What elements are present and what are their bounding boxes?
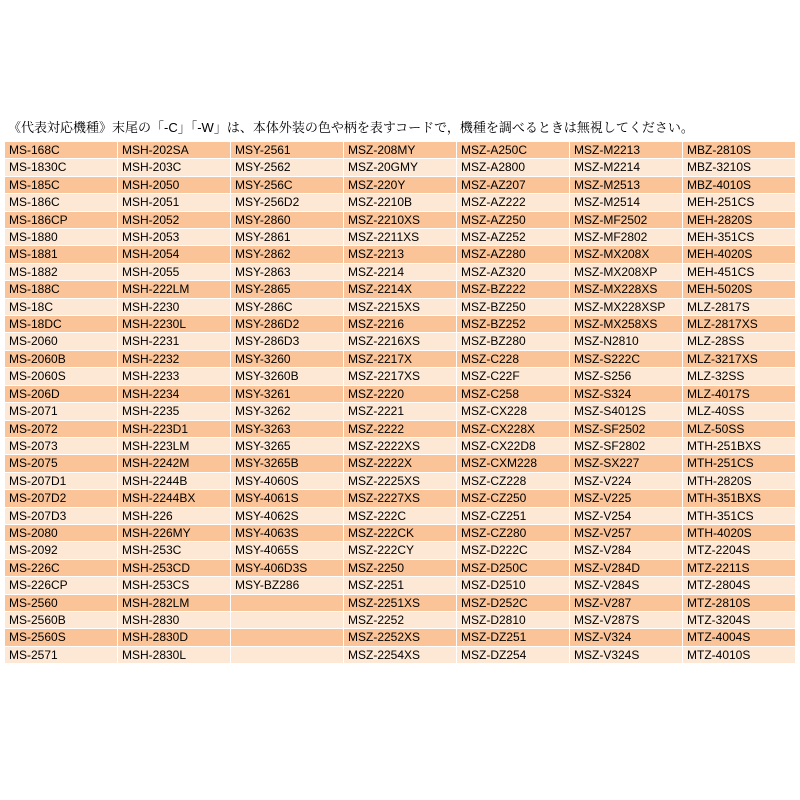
table-row bbox=[5, 455, 795, 471]
model-cell: MS-2075 bbox=[5, 455, 117, 471]
model-cell: MSZ-MX208XP bbox=[570, 264, 682, 280]
model-cell: MS-2092 bbox=[5, 542, 117, 558]
model-cell: MSZ-V287S bbox=[570, 612, 682, 628]
model-cell: MS-18C bbox=[5, 299, 117, 315]
model-cell: MSZ-V224 bbox=[570, 473, 682, 489]
model-cell: MSH-282LM bbox=[118, 595, 230, 611]
model-cell: MSZ-CZ228 bbox=[457, 473, 569, 489]
model-cell: MSZ-2254XS bbox=[344, 647, 456, 663]
model-cell: MSY-3265 bbox=[231, 438, 343, 454]
model-cell: MSH-203C bbox=[118, 159, 230, 175]
model-table bbox=[4, 141, 796, 664]
model-cell: MSH-226MY bbox=[118, 525, 230, 541]
model-cell: MS-1830C bbox=[5, 159, 117, 175]
model-cell: MS-186CP bbox=[5, 212, 117, 228]
model-cell: MSZ-MX228XS bbox=[570, 281, 682, 297]
model-cell: MSZ-2217X bbox=[344, 351, 456, 367]
model-cell: MSZ-MX208X bbox=[570, 246, 682, 262]
model-cell: MSZ-CX22D8 bbox=[457, 438, 569, 454]
model-cell: MSZ-D222C bbox=[457, 542, 569, 558]
model-cell: MS-206D bbox=[5, 386, 117, 402]
model-cell: MSZ-AZ207 bbox=[457, 177, 569, 193]
model-cell: MSZ-V257 bbox=[570, 525, 682, 541]
model-cell: MS-1881 bbox=[5, 246, 117, 262]
model-cell: MSZ-V284S bbox=[570, 577, 682, 593]
table-row bbox=[5, 629, 795, 645]
model-cell: MSZ-MX228XSP bbox=[570, 299, 682, 315]
model-cell: MS-2073 bbox=[5, 438, 117, 454]
model-cell: MSZ-M2214 bbox=[570, 159, 682, 175]
model-cell: MSZ-V324 bbox=[570, 629, 682, 645]
model-cell: MS-207D2 bbox=[5, 490, 117, 506]
model-cell: MSY-4063S bbox=[231, 525, 343, 541]
table-row bbox=[5, 333, 795, 349]
model-cell: MSY-BZ286 bbox=[231, 577, 343, 593]
table-row bbox=[5, 403, 795, 419]
table-row bbox=[5, 212, 795, 228]
model-cell: MSZ-2211XS bbox=[344, 229, 456, 245]
model-cell: MTZ-2211S bbox=[683, 560, 795, 576]
model-cell: MSH-2230L bbox=[118, 316, 230, 332]
model-cell: MLZ-32SS bbox=[683, 368, 795, 384]
model-cell: MSH-2050 bbox=[118, 177, 230, 193]
model-cell: MS-185C bbox=[5, 177, 117, 193]
model-cell: MSZ-V287 bbox=[570, 595, 682, 611]
model-cell: MLZ-50SS bbox=[683, 421, 795, 437]
model-cell: MSY-4062S bbox=[231, 508, 343, 524]
model-cell: MS-188C bbox=[5, 281, 117, 297]
table-row bbox=[5, 194, 795, 210]
model-cell: MSZ-CZ251 bbox=[457, 508, 569, 524]
table-row bbox=[5, 281, 795, 297]
model-cell: MSZ-20GMY bbox=[344, 159, 456, 175]
model-cell: MSZ-AZ250 bbox=[457, 212, 569, 228]
model-cell: MLZ-2817S bbox=[683, 299, 795, 315]
model-cell: MTZ-4004S bbox=[683, 629, 795, 645]
model-cell: MS-2560S bbox=[5, 629, 117, 645]
table-row bbox=[5, 473, 795, 489]
model-cell: MSZ-208MY bbox=[344, 142, 456, 158]
model-cell: MSH-2242M bbox=[118, 455, 230, 471]
model-cell: MSY-286D2 bbox=[231, 316, 343, 332]
model-cell: MSH-2830L bbox=[118, 647, 230, 663]
model-cell: MTH-4020S bbox=[683, 525, 795, 541]
model-cell: MSZ-SX227 bbox=[570, 455, 682, 471]
model-cell: MSY-4065S bbox=[231, 542, 343, 558]
model-cell: MSZ-2225XS bbox=[344, 473, 456, 489]
model-cell: MSZ-V225 bbox=[570, 490, 682, 506]
model-cell: MSH-253CD bbox=[118, 560, 230, 576]
model-cell: MSH-2230 bbox=[118, 299, 230, 315]
model-cell: MSZ-CZ280 bbox=[457, 525, 569, 541]
model-cell: MSY-3265B bbox=[231, 455, 343, 471]
model-cell: MSZ-220Y bbox=[344, 177, 456, 193]
model-cell: MSZ-2220 bbox=[344, 386, 456, 402]
model-cell: MSZ-N2810 bbox=[570, 333, 682, 349]
model-cell: MSZ-A250C bbox=[457, 142, 569, 158]
model-cell: MSY-2861 bbox=[231, 229, 343, 245]
table-row bbox=[5, 316, 795, 332]
model-cell: MSZ-D2510 bbox=[457, 577, 569, 593]
table-row bbox=[5, 525, 795, 541]
table-row bbox=[5, 177, 795, 193]
model-cell: MTH-351CS bbox=[683, 508, 795, 524]
model-cell: MS-226CP bbox=[5, 577, 117, 593]
model-cell: MSZ-M2213 bbox=[570, 142, 682, 158]
model-cell: MSZ-S222C bbox=[570, 351, 682, 367]
model-cell: MBZ-4010S bbox=[683, 177, 795, 193]
model-cell: MSH-2234 bbox=[118, 386, 230, 402]
model-cell: MSZ-2210XS bbox=[344, 212, 456, 228]
model-cell: MSH-222LM bbox=[118, 281, 230, 297]
model-cell: MSZ-D252C bbox=[457, 595, 569, 611]
model-cell: MTH-2820S bbox=[683, 473, 795, 489]
model-cell: MSZ-V284D bbox=[570, 560, 682, 576]
model-cell: MEH-251CS bbox=[683, 194, 795, 210]
model-cell: MTZ-4010S bbox=[683, 647, 795, 663]
model-cell: MSZ-2252 bbox=[344, 612, 456, 628]
table-row bbox=[5, 612, 795, 628]
model-cell: MSZ-2227XS bbox=[344, 490, 456, 506]
model-cell: MSY-2862 bbox=[231, 246, 343, 262]
model-cell: MSZ-AZ280 bbox=[457, 246, 569, 262]
model-cell: MSZ-2216 bbox=[344, 316, 456, 332]
model-cell: MSH-2051 bbox=[118, 194, 230, 210]
model-cell: MSZ-V284 bbox=[570, 542, 682, 558]
model-cell: MSZ-2250 bbox=[344, 560, 456, 576]
model-cell: MSZ-V254 bbox=[570, 508, 682, 524]
model-cell: MSY-4060S bbox=[231, 473, 343, 489]
model-cell: MSY-2860 bbox=[231, 212, 343, 228]
model-cell: MSY-2863 bbox=[231, 264, 343, 280]
model-cell: MSY-3260 bbox=[231, 351, 343, 367]
model-cell: MSZ-AZ222 bbox=[457, 194, 569, 210]
model-cell: MSZ-2221 bbox=[344, 403, 456, 419]
model-cell: MSY-4061S bbox=[231, 490, 343, 506]
model-cell: MS-2071 bbox=[5, 403, 117, 419]
model-cell: MBZ-2810S bbox=[683, 142, 795, 158]
model-cell: MSH-2235 bbox=[118, 403, 230, 419]
model-cell: MSY-3261 bbox=[231, 386, 343, 402]
model-cell: MSZ-2210B bbox=[344, 194, 456, 210]
table-row bbox=[5, 508, 795, 524]
model-cell: MSZ-222CY bbox=[344, 542, 456, 558]
table-row bbox=[5, 577, 795, 593]
model-cell: MS-168C bbox=[5, 142, 117, 158]
model-cell: MSZ-A2800 bbox=[457, 159, 569, 175]
model-cell bbox=[231, 612, 343, 628]
model-cell: MSY-2562 bbox=[231, 159, 343, 175]
table-row bbox=[5, 368, 795, 384]
model-cell: MSH-2055 bbox=[118, 264, 230, 280]
model-cell: MEH-351CS bbox=[683, 229, 795, 245]
model-cell: MS-186C bbox=[5, 194, 117, 210]
model-cell: MSH-2053 bbox=[118, 229, 230, 245]
model-cell: MSZ-2252XS bbox=[344, 629, 456, 645]
table-row bbox=[5, 438, 795, 454]
model-cell: MSH-226 bbox=[118, 508, 230, 524]
note-text: 《代表対応機種》末尾の「-C」「-W」は、本体外装の色や柄を表すコードで，機種を調べるときは無視してください。 bbox=[8, 120, 694, 135]
model-cell: MSH-223D1 bbox=[118, 421, 230, 437]
model-cell: MS-2060B bbox=[5, 351, 117, 367]
model-cell: MSZ-2216XS bbox=[344, 333, 456, 349]
model-cell: MSZ-2215XS bbox=[344, 299, 456, 315]
model-cell: MSZ-SF2502 bbox=[570, 421, 682, 437]
model-cell: MSZ-2214X bbox=[344, 281, 456, 297]
table-row bbox=[5, 647, 795, 663]
model-cell: MSY-3263 bbox=[231, 421, 343, 437]
model-cell: MS-207D3 bbox=[5, 508, 117, 524]
model-cell: MEH-451CS bbox=[683, 264, 795, 280]
model-cell: MSH-253CS bbox=[118, 577, 230, 593]
table-row bbox=[5, 246, 795, 262]
model-cell: MS-207D1 bbox=[5, 473, 117, 489]
model-cell: MSZ-DZ254 bbox=[457, 647, 569, 663]
model-cell: MSY-256C bbox=[231, 177, 343, 193]
table-row bbox=[5, 264, 795, 280]
model-cell: MLZ-40SS bbox=[683, 403, 795, 419]
table-row bbox=[5, 490, 795, 506]
table-row bbox=[5, 351, 795, 367]
model-cell: MS-18DC bbox=[5, 316, 117, 332]
model-cell: MSY-2865 bbox=[231, 281, 343, 297]
model-cell: MS-2060S bbox=[5, 368, 117, 384]
model-cell: MSZ-BZ222 bbox=[457, 281, 569, 297]
model-cell: MSZ-CZ250 bbox=[457, 490, 569, 506]
model-cell: MSZ-M2513 bbox=[570, 177, 682, 193]
model-cell: MSZ-2251XS bbox=[344, 595, 456, 611]
model-cell: MSH-2830D bbox=[118, 629, 230, 645]
model-cell: MSH-2244BX bbox=[118, 490, 230, 506]
model-cell: MSZ-2222XS bbox=[344, 438, 456, 454]
model-cell bbox=[231, 629, 343, 645]
model-cell: MTZ-3204S bbox=[683, 612, 795, 628]
model-cell bbox=[231, 595, 343, 611]
model-cell: MSZ-C22F bbox=[457, 368, 569, 384]
model-cell: MSZ-AZ320 bbox=[457, 264, 569, 280]
model-cell: MSZ-2251 bbox=[344, 577, 456, 593]
model-cell: MEH-5020S bbox=[683, 281, 795, 297]
model-cell: MSZ-DZ251 bbox=[457, 629, 569, 645]
model-cell: MS-2080 bbox=[5, 525, 117, 541]
model-cell: MSZ-AZ252 bbox=[457, 229, 569, 245]
model-cell bbox=[231, 647, 343, 663]
table-row bbox=[5, 595, 795, 611]
model-cell: MS-226C bbox=[5, 560, 117, 576]
model-cell: MSZ-BZ252 bbox=[457, 316, 569, 332]
model-cell: MSY-286D3 bbox=[231, 333, 343, 349]
model-cell: MSZ-M2514 bbox=[570, 194, 682, 210]
model-cell: MSY-256D2 bbox=[231, 194, 343, 210]
model-cell: MSH-223LM bbox=[118, 438, 230, 454]
model-cell: MS-2560B bbox=[5, 612, 117, 628]
model-cell: MSH-2244B bbox=[118, 473, 230, 489]
model-cell: MSY-286C bbox=[231, 299, 343, 315]
model-cell: MTZ-2810S bbox=[683, 595, 795, 611]
model-cell: MS-2072 bbox=[5, 421, 117, 437]
model-cell: MEH-2820S bbox=[683, 212, 795, 228]
model-cell: MSZ-S324 bbox=[570, 386, 682, 402]
model-table-body bbox=[5, 142, 795, 663]
model-cell: MSZ-V324S bbox=[570, 647, 682, 663]
model-cell: MTH-351BXS bbox=[683, 490, 795, 506]
model-cell: MSZ-SF2802 bbox=[570, 438, 682, 454]
model-cell: MSY-3262 bbox=[231, 403, 343, 419]
table-row bbox=[5, 229, 795, 245]
model-cell: MSZ-222C bbox=[344, 508, 456, 524]
model-cell: MSZ-C228 bbox=[457, 351, 569, 367]
model-cell: MSH-2830 bbox=[118, 612, 230, 628]
model-cell: MSH-2233 bbox=[118, 368, 230, 384]
model-cell: MSY-406D3S bbox=[231, 560, 343, 576]
model-cell: MSZ-S4012S bbox=[570, 403, 682, 419]
model-cell: MSZ-CXM228 bbox=[457, 455, 569, 471]
table-row bbox=[5, 386, 795, 402]
model-cell: MLZ-4017S bbox=[683, 386, 795, 402]
model-cell: MLZ-28SS bbox=[683, 333, 795, 349]
model-cell: MS-2060 bbox=[5, 333, 117, 349]
model-cell: MSZ-2217XS bbox=[344, 368, 456, 384]
model-cell: MEH-4020S bbox=[683, 246, 795, 262]
model-cell: MSH-253C bbox=[118, 542, 230, 558]
model-cell: MS-2571 bbox=[5, 647, 117, 663]
model-cell: MSZ-2214 bbox=[344, 264, 456, 280]
model-cell: MSH-2054 bbox=[118, 246, 230, 262]
model-cell: MSH-202SA bbox=[118, 142, 230, 158]
model-cell: MSZ-MF2502 bbox=[570, 212, 682, 228]
model-cell: MS-2560 bbox=[5, 595, 117, 611]
model-cell: MTZ-2204S bbox=[683, 542, 795, 558]
model-cell: MLZ-2817XS bbox=[683, 316, 795, 332]
model-cell: MSZ-BZ280 bbox=[457, 333, 569, 349]
model-cell: MSH-2052 bbox=[118, 212, 230, 228]
table-row bbox=[5, 560, 795, 576]
model-cell: MTH-251BXS bbox=[683, 438, 795, 454]
model-cell: MSH-2232 bbox=[118, 351, 230, 367]
model-cell: MS-1880 bbox=[5, 229, 117, 245]
model-cell: MSZ-222CK bbox=[344, 525, 456, 541]
model-cell: MSZ-S256 bbox=[570, 368, 682, 384]
model-cell: MSZ-MX258XS bbox=[570, 316, 682, 332]
model-cell: MSY-2561 bbox=[231, 142, 343, 158]
model-cell: MSZ-2222X bbox=[344, 455, 456, 471]
model-cell: MSZ-CX228X bbox=[457, 421, 569, 437]
model-cell: MSZ-D2810 bbox=[457, 612, 569, 628]
model-cell: MBZ-3210S bbox=[683, 159, 795, 175]
table-row bbox=[5, 421, 795, 437]
table-row bbox=[5, 299, 795, 315]
model-cell: MLZ-3217XS bbox=[683, 351, 795, 367]
model-cell: MTH-251CS bbox=[683, 455, 795, 471]
model-cell: MSH-2231 bbox=[118, 333, 230, 349]
model-cell: MS-1882 bbox=[5, 264, 117, 280]
model-cell: MSZ-CX228 bbox=[457, 403, 569, 419]
model-cell: MSZ-2213 bbox=[344, 246, 456, 262]
model-cell: MSZ-MF2802 bbox=[570, 229, 682, 245]
model-cell: MSZ-2222 bbox=[344, 421, 456, 437]
table-row bbox=[5, 142, 795, 158]
table-row bbox=[5, 542, 795, 558]
table-row bbox=[5, 159, 795, 175]
model-cell: MSY-3260B bbox=[231, 368, 343, 384]
model-cell: MSZ-BZ250 bbox=[457, 299, 569, 315]
model-cell: MTZ-2804S bbox=[683, 577, 795, 593]
model-cell: MSZ-C258 bbox=[457, 386, 569, 402]
model-cell: MSZ-D250C bbox=[457, 560, 569, 576]
